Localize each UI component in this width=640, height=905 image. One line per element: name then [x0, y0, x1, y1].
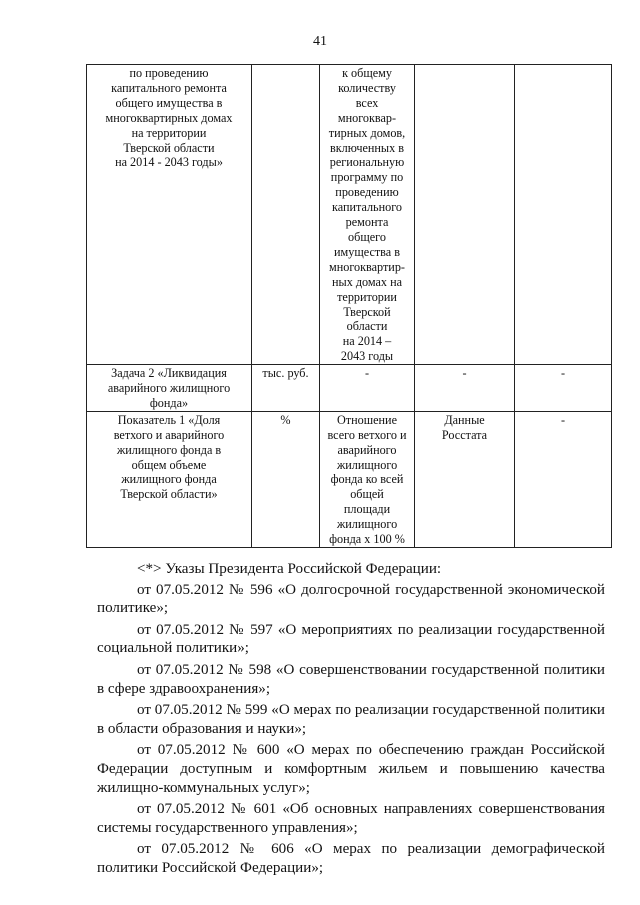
table-cell-method: Отношение всего ветхого и аварийного жилищного фонда ко всей общей площади жилищного фонда х 100 %: [320, 411, 415, 547]
table-row: [87, 65, 612, 365]
decree-item: от 07.05.2012 № 597 «О мероприятиях по реализации государственной социальной политики»;: [97, 621, 605, 657]
decree-item: от 07.05.2012 № 596 «О долгосрочной государственной экономической политике»;: [97, 581, 605, 617]
table-cell-source: [415, 65, 515, 365]
table-cell-name: Показатель 1 «Доля ветхого и аварийного жилищного фонда в общем объеме жилищного фонда Тверской области»: [87, 411, 252, 547]
decree-item: от 07.05.2012 № 599 «О мерах по реализации государственной политики в области образования и науки»;: [97, 702, 605, 737]
table-cell-name: по проведению капитального ремонта общего имущества в многоквартирных домах на территории Тверской области на 2014 - 2043 годы»: [87, 65, 252, 365]
table-cell-unit: тыс. руб.: [252, 365, 320, 412]
table-cell-name: Задача 2 «Ликвидация аварийного жилищного фонда»: [87, 365, 252, 412]
table-cell-extra: [515, 65, 612, 365]
table-row: [87, 411, 612, 547]
footnote-header: <*> Указы Президента Российской Федерации:: [137, 561, 442, 577]
table-cell-unit: %: [252, 411, 320, 547]
table-cell-source: -: [415, 365, 515, 412]
table-cell-method: к общему количеству всех многоквар- тирных домов, включенных в региональную программу по проведению капитального ремонта общего имущества в многоквартир- ных домах на территории Тверской области на 2014 – 2043 годы: [320, 65, 415, 365]
table-cell-unit: [252, 65, 320, 365]
page-number: 41: [313, 34, 327, 49]
decree-item: от 07.05.2012 № 606 «О мерах по реализации демографической политики Российской Федерации»;: [97, 841, 605, 876]
table-cell-method: -: [320, 365, 415, 412]
indicator-table: [86, 64, 612, 548]
table-row: [87, 365, 612, 412]
table-cell-extra: -: [515, 411, 612, 547]
table-cell-source: Данные Росстата: [415, 411, 515, 547]
footnotes: [97, 560, 605, 881]
table-cell-extra: -: [515, 365, 612, 412]
decree-item: от 07.05.2012 № 601 «Об основных направлениях совершенствования системы государственного управления»;: [97, 801, 605, 836]
decree-item: от 07.05.2012 № 600 «О мерах по обеспечению граждан Российской Федерации доступным и комфортным жильем и повышению качества жилищно-коммунальных услуг»;: [97, 742, 605, 796]
decree-item: от 07.05.2012 № 598 «О совершенствовании государственной политики в сфере здравоохранения»;: [97, 661, 605, 697]
